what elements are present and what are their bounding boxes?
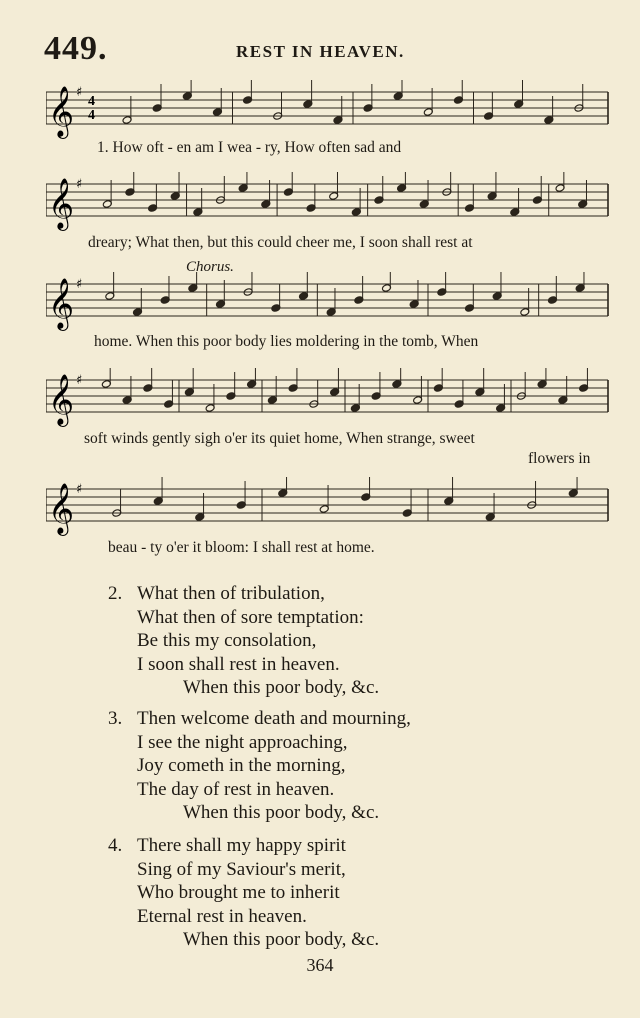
verse-line: What then of sore temptation: xyxy=(137,606,364,628)
key-signature xyxy=(76,373,82,388)
verse-line: Who brought me to inherit xyxy=(137,882,340,903)
verse-line: Sing of my Saviour's merit, xyxy=(137,858,346,880)
verse-line: What then of tribulation, xyxy=(137,583,325,604)
music-staff-1 xyxy=(46,80,610,140)
page-number: 364 xyxy=(306,955,334,975)
lyric-line-2: dreary; What then, but this could cheer me, I soon shall rest at xyxy=(88,234,473,251)
verse-refrain: When this poor body, &c. xyxy=(183,802,380,823)
verse-line: The day of rest in heaven. xyxy=(137,778,335,800)
music-staff-5 xyxy=(46,477,610,537)
hymn-number: 449. xyxy=(44,30,108,67)
svg-text:♯: ♯ xyxy=(76,482,83,497)
svg-text:♯: ♯ xyxy=(76,373,83,388)
verse-line: Then welcome death and mourning, xyxy=(137,708,411,729)
svg-text:𝄞: 𝄞 xyxy=(48,86,75,137)
verse-refrain: When this poor body, &c. xyxy=(183,929,380,950)
svg-text:♯: ♯ xyxy=(76,277,83,292)
key-signature xyxy=(76,85,82,100)
verse-number: 2. xyxy=(108,583,123,604)
verse-line: I soon shall rest in heaven. xyxy=(137,653,340,675)
music-staff-4 xyxy=(46,368,610,428)
key-signature xyxy=(76,277,82,292)
chorus-label: Chorus. xyxy=(186,259,234,275)
lyric-line-1: 1. How oft - en am I wea - ry, How often sad and xyxy=(97,139,402,156)
hymn-title: REST IN HEAVEN. xyxy=(236,42,405,61)
lyric-line-5: beau - ty o'er it bloom: I shall rest at home. xyxy=(108,539,375,556)
music-staff-3 xyxy=(46,272,610,332)
verse-line: Eternal rest in heaven. xyxy=(137,905,307,927)
svg-text:𝄞: 𝄞 xyxy=(48,278,75,329)
verse-line: Be this my consolation, xyxy=(137,630,317,651)
verse-number: 4. xyxy=(108,835,123,856)
verse-refrain: When this poor body, &c. xyxy=(183,677,380,698)
verse-number: 3. xyxy=(108,708,123,729)
svg-text:♯: ♯ xyxy=(76,85,83,100)
time-signature-top: 4 xyxy=(88,94,95,109)
key-signature xyxy=(76,482,82,497)
music-staff-2 xyxy=(46,172,610,232)
verse-line: Joy cometh in the morning, xyxy=(137,755,346,776)
svg-text:𝄞: 𝄞 xyxy=(48,374,75,425)
lyric-line-4-continued: flowers in xyxy=(528,450,591,467)
svg-text:𝄞: 𝄞 xyxy=(48,178,75,229)
key-signature xyxy=(76,177,82,192)
verse-line: There shall my happy spirit xyxy=(137,835,346,856)
lyric-line-4: soft winds gently sigh o'er its quiet home, When strange, sweet xyxy=(84,430,475,447)
svg-text:𝄞: 𝄞 xyxy=(48,483,75,534)
lyric-line-3: home. When this poor body lies moldering in the tomb, When xyxy=(94,333,479,350)
time-signature-bottom: 4 xyxy=(88,108,95,123)
verse-line: I see the night approaching, xyxy=(137,731,348,753)
svg-text:♯: ♯ xyxy=(76,177,83,192)
